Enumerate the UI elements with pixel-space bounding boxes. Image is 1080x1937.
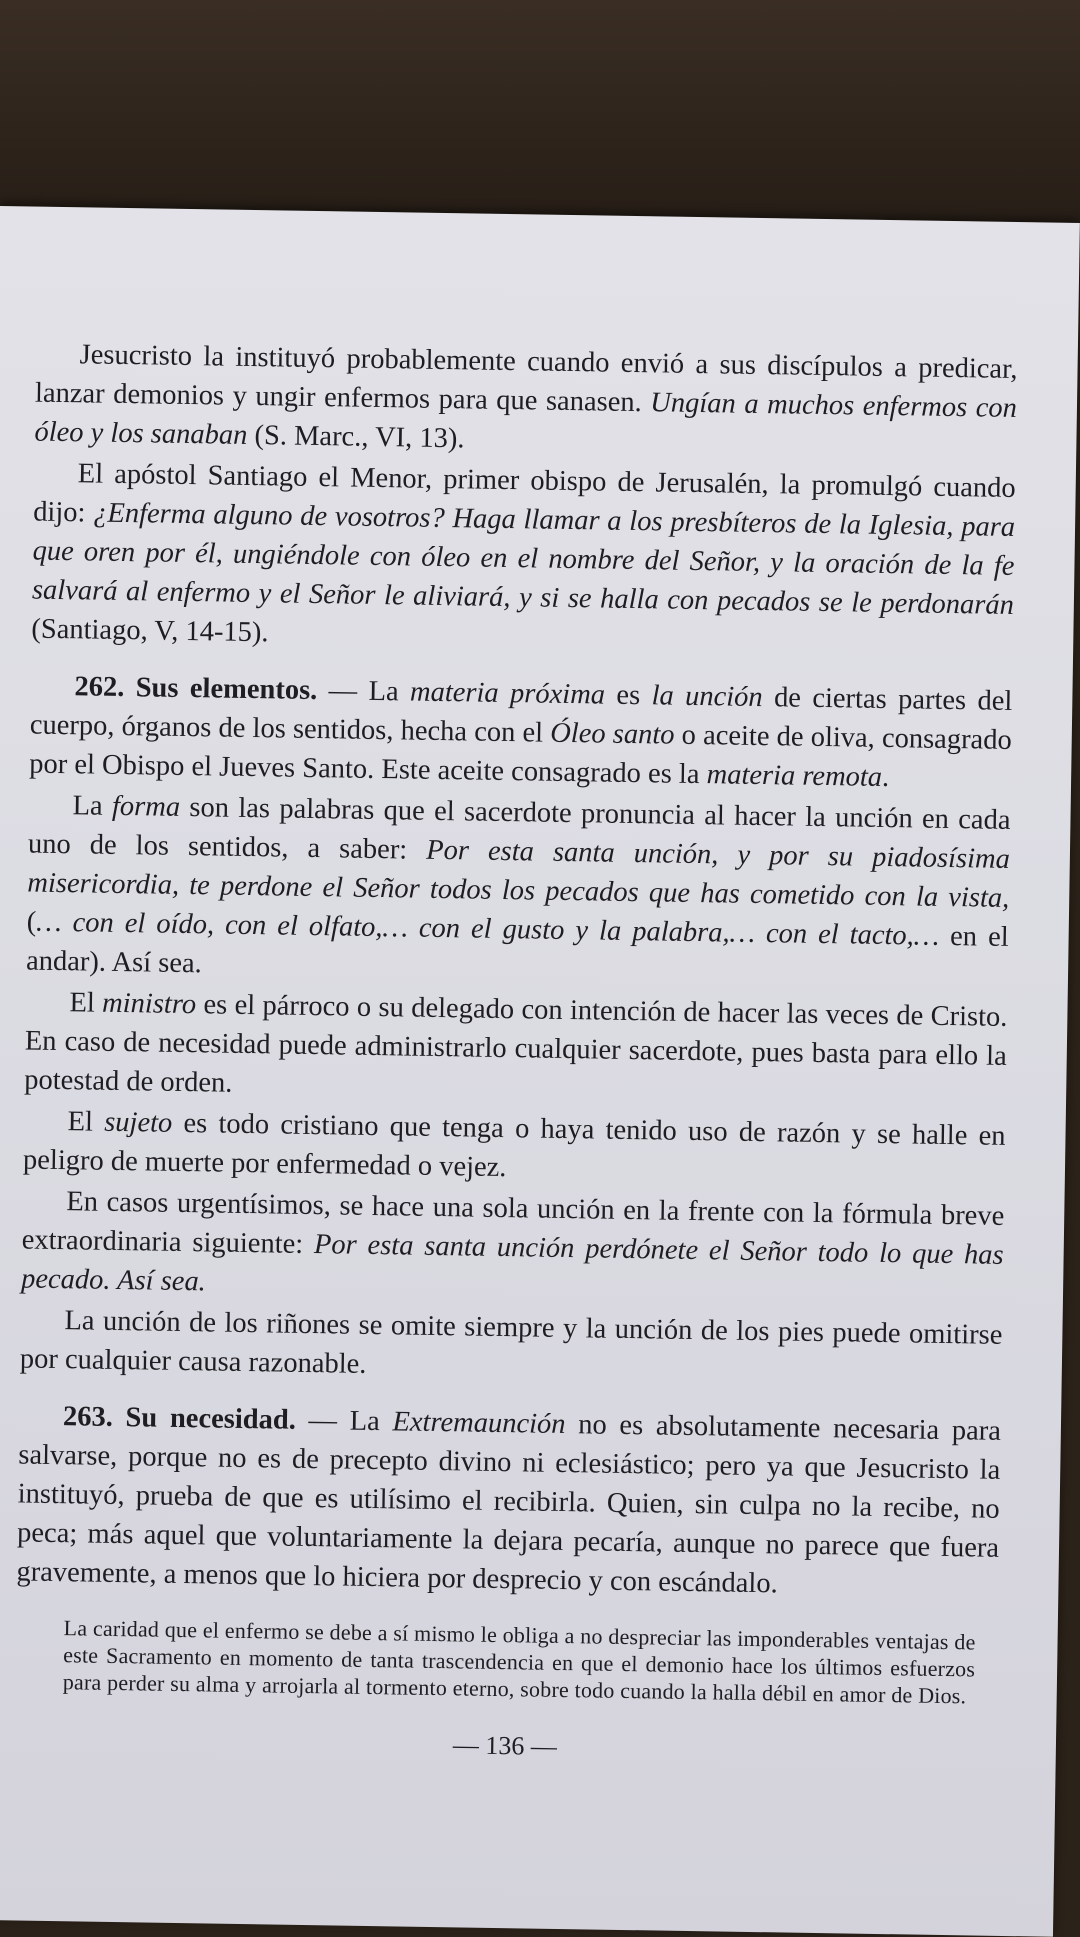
text-run: — La: [317, 675, 411, 708]
italic-run: ¿Enferma alguno de vosotros? Haga llamar a los presbíteros de la Iglesia, para que oren por él, ungiéndole con óleo en el nombre del Señor, y la oración de la fe salvará al enfermo y el Señor le aliviará, y si se halla con pecados se le perdonarán: [31, 497, 1016, 621]
text-run: es: [604, 679, 652, 712]
text-run: — La: [295, 1404, 393, 1438]
text-run: El: [67, 1106, 105, 1138]
text-run: Jesucristo la instituyó probablemente cuando envió a sus discípulos a predicar, lanzar demonios y ungir enfermos para que sanasen.: [34, 339, 1018, 419]
text-run: son las palabras que el sacerdote pronuncia al hacer la unción en cada uno de los sentidos, a saber:: [27, 791, 1011, 866]
italic-run: forma: [111, 790, 181, 823]
paragraph-list: [16, 335, 1018, 1607]
text-run: La: [72, 790, 113, 822]
italic-run: materia remota: [706, 759, 883, 793]
footnote: La caridad que el enfermo se debe a sí mismo le obliga a no despreciar las imponderables ventajas de este Sacramento en momento de tanta trascendencia en que el demonio hace los últimos esfuerzos para perder su alma y arrojarla al tormento eterno, sobre todo cuando la halla débil en amor de Dios.: [62, 1615, 976, 1709]
bold-run: 262.: [74, 671, 136, 704]
text-run: no es absolutamente necesaria para salvarse, porque no es de precepto divino ni eclesiástico; pero ya que Jesucristo la instituyó, prueba de que es utilísimo el recibirla. Quien, sin culpa no la recibe, no peca; más aquel que voluntariamente la dejara pecaría, aunque no parece que fuera gravemente, a menos que lo hiciera por desprecio y con escándalo.: [16, 1409, 1002, 1600]
paragraph-p7: [21, 1181, 1005, 1313]
paragraph-p3: [29, 667, 1013, 799]
text-run: .: [881, 761, 890, 794]
paragraph-p1: [34, 335, 1018, 467]
text-run: de ciertas partes del cuerpo, órganos de los sentidos, hecha con el: [29, 682, 1013, 749]
bold-run: Sus elementos.: [135, 672, 318, 707]
italic-run: ministro: [101, 987, 197, 1021]
text-run: (Santiago, V, 14-15).: [31, 613, 269, 649]
text-run: El: [69, 987, 103, 1019]
bold-run: 263.: [62, 1401, 126, 1434]
text-run: (S. Marc., VI, 13).: [247, 419, 465, 455]
text-run: En casos urgentísimos, se hace una sola unción en la frente con la fórmula breve extraordinaria siguiente:: [21, 1186, 1005, 1261]
paragraph-p9: [16, 1396, 1001, 1606]
italic-run: Por esta santa unción perdónete el Señor todo lo que has pecado. Así sea.: [20, 1229, 1004, 1298]
italic-run: … con el oído, con el olfato,… con el gusto y la palabra,… con el tacto,…: [36, 906, 940, 952]
italic-run: Ungían a muchos enfermos con óleo y los sanaban: [34, 387, 1018, 451]
italic-run: materia próxima: [409, 676, 606, 711]
italic-run: Extremaunción: [392, 1406, 566, 1441]
text-run: La unción de los riñones se omite siempre y la unción de los pies puede omitirse por cualquier causa razonable.: [19, 1305, 1003, 1380]
text-run: o aceite de oliva, consagrado por el Obispo el Jueves Santo. Este aceite consagrado es la: [28, 719, 1012, 791]
paragraph-p6: [23, 1101, 1006, 1194]
paragraph-p8: [20, 1300, 1003, 1393]
text-run: El apóstol Santiago el Menor, primer obispo de Jerusalén, la promulgó cuando dijo:: [32, 458, 1016, 529]
paragraph-p2: [31, 454, 1016, 664]
paragraph-p4: [26, 786, 1011, 996]
text-run: en el andar). Así sea.: [25, 920, 1009, 980]
italic-run: la unción: [651, 680, 763, 714]
italic-run: Óleo santo: [549, 717, 675, 751]
bold-run: Su necesidad.: [125, 1402, 297, 1436]
text-run: es todo cristiano que tenga o haya tenido uso de razón y se halle en peligro de muerte por enfermedad o vejez.: [22, 1107, 1006, 1184]
italic-run: sujeto: [103, 1106, 173, 1139]
text-run: (: [26, 906, 37, 938]
page-number: — 136 —: [452, 1730, 558, 1761]
paragraph-p5: [24, 983, 1008, 1115]
body-text: [14, 335, 1018, 1773]
text-run: es el párroco o su delegado con intención de hacer las veces de Cristo. En caso de necesidad puede administrarlo cualquier sacerdote, pues basta para ello la potestad de orden.: [24, 989, 1008, 1099]
book-page: [0, 206, 1080, 1937]
italic-run: Por esta santa unción, y por su piadosísima misericordia, te perdone el Señor todos los pecados que has cometido con la vista,: [27, 834, 1011, 914]
